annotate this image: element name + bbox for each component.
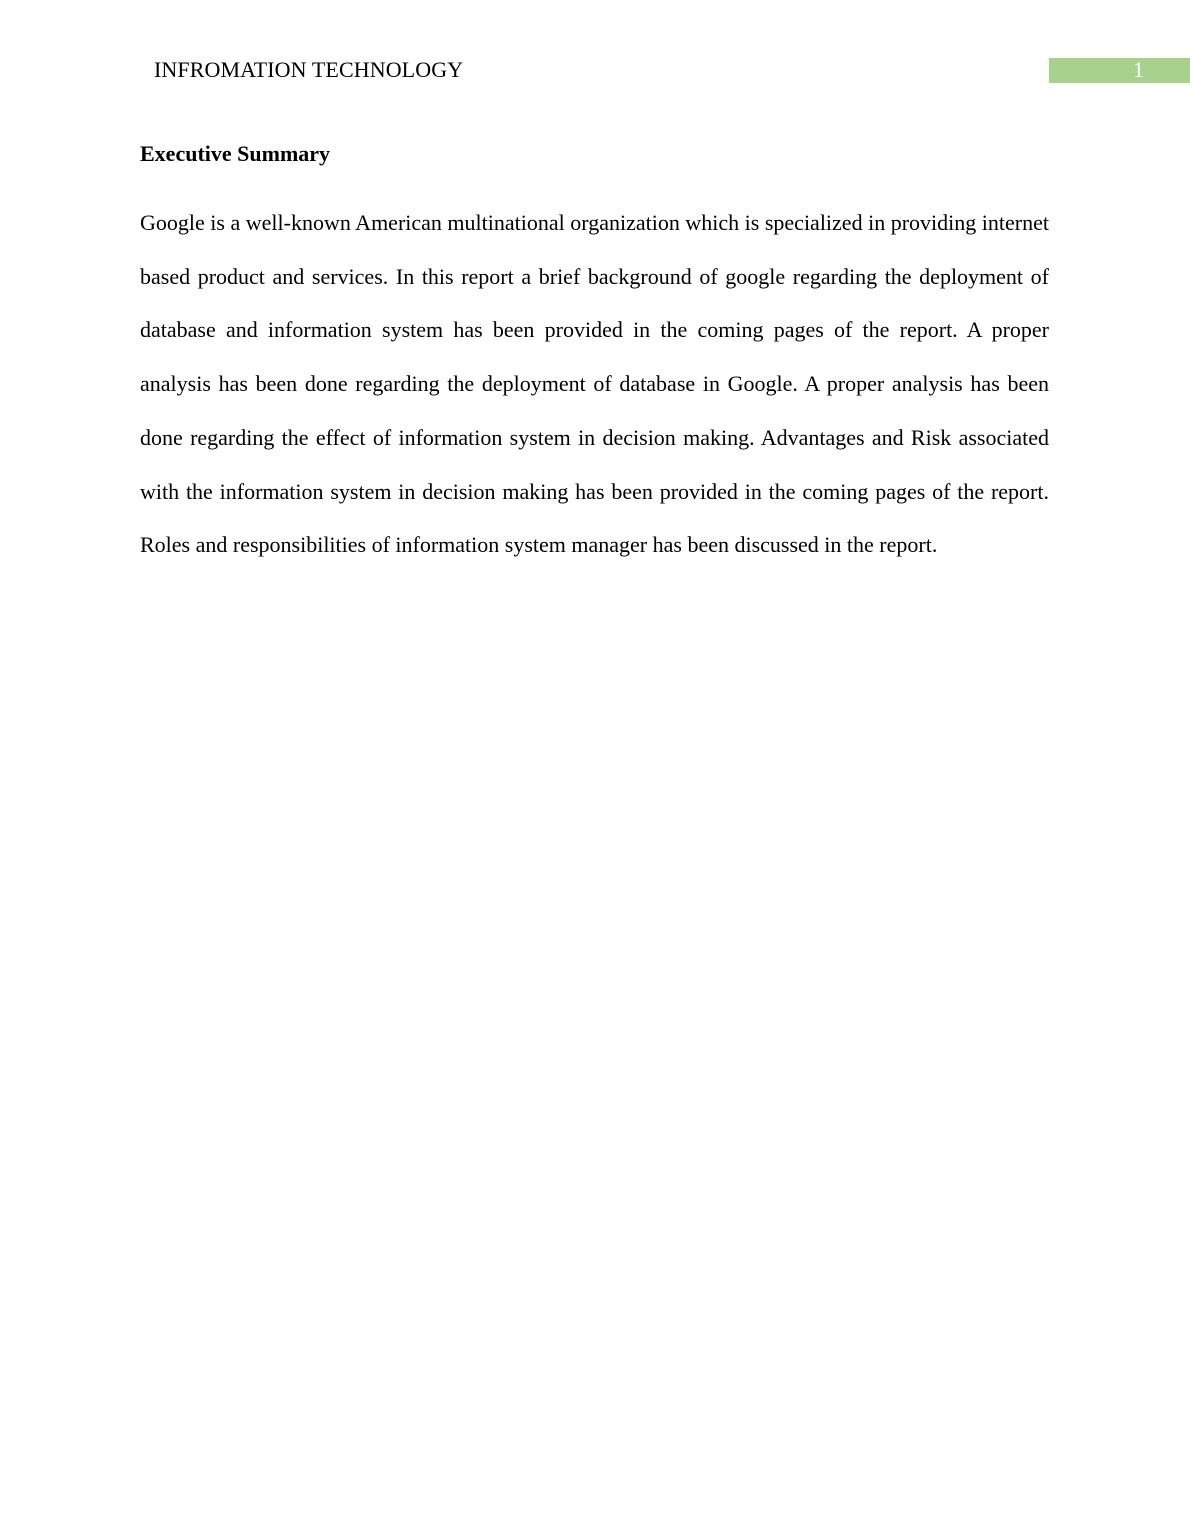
page-number: 1: [1133, 57, 1144, 82]
running-header-title: INFROMATION TECHNOLOGY: [154, 57, 464, 82]
section-heading: Executive Summary: [140, 141, 331, 166]
page-number-badge: [1049, 58, 1190, 83]
summary-paragraph: Google is a well-known American multinational organization which is specialized in providing internet based product and services. In this report a brief background of google regarding the deployment of database and information system has been provided in the coming pages of the report. A proper analysis has been done regarding the deployment of database in Google. A proper analysis has been done regarding the effect of information system in decision making. Advantages and Risk associated with the information system in decision making has been provided in the coming pages of the report. Roles and responsibilities of information system manager has been discussed in the report.: [140, 210, 1049, 558]
